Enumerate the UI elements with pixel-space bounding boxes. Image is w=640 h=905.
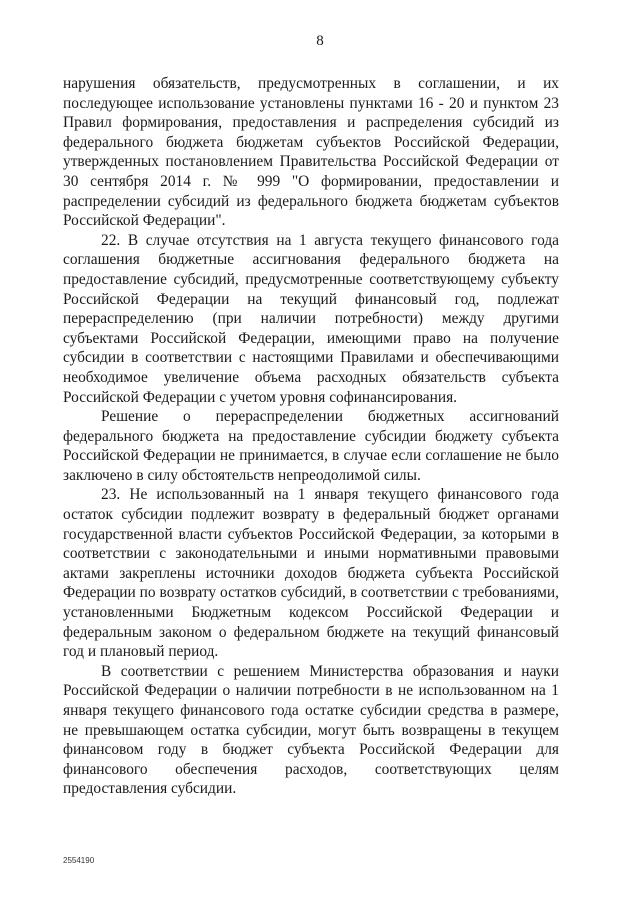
paragraph-clause-22: 22. В случае отсутствия на 1 августа текущего финансового года соглашения бюджетные ассигнования федерального бюджета на предоставление субсидий, предусмотренные соответствующему субъекту Российской Федерации на текущий финансовый год, подлежат перераспределению (при наличии потребности) между другими субъектами Российской Федерации, имеющими право на получение субсидии в соответствии с настоящими Правилами и обеспечивающими необходимое увеличение объема расходных обязательств субъекта Российской Федерации с учетом уровня софинансирования. [63, 231, 559, 406]
paragraph-reallocation-decision: Решение о перераспределении бюджетных ассигнований федерального бюджета на предоставление субсидии бюджету субъекта Российской Федерации не принимается, в случае если соглашение не было заключено в силу обстоятельств непреодолимой силы. [63, 408, 559, 484]
document-body [63, 74, 559, 799]
paragraph-ministry-decision: В соответствии с решением Министерства образования и науки Российской Федерации о наличии потребности в не использованном на 1 января текущего финансового года остатке субсидии средства в размере, не превышающем остатка субсидии, могут быть возвращены в текущем финансовом году в бюджет субъекта Российской Федерации для финансового обеспечения расходов, соответствующих целям предоставления субсидии. [63, 662, 559, 798]
document-id: 2554190 [63, 856, 95, 865]
page-number: 8 [316, 33, 324, 49]
paragraph-clause-23: 23. Не использованный на 1 января текущего финансового года остаток субсидии подлежит возврату в федеральный бюджет органами государственной власти субъектов Российской Федерации, за которыми в соответствии с законодательными и иными нормативными правовыми актами закреплены источники доходов бюджета субъекта Российской Федерации по возврату остатков субсидий, в соответствии с требованиями, установленными Бюджетным кодексом Российской Федерации и федеральным законом о федеральном бюджете на текущий финансовый год и плановый период. [63, 486, 559, 661]
paragraph-continuation: нарушения обязательств, предусмотренных в соглашении, и их последующее использование установлены пунктами 16 - 20 и пунктом 23 Правил формирования, предоставления и распределения субсидий из федерального бюджета бюджетам субъектов Российской Федерации, утвержденных постановлением Правительства Российской Федерации от 30 сентября 2014 г. № 999 "О формировании, предоставлении и распределении субсидий из федерального бюджета бюджетам субъектов Российской Федерации". [63, 75, 559, 230]
